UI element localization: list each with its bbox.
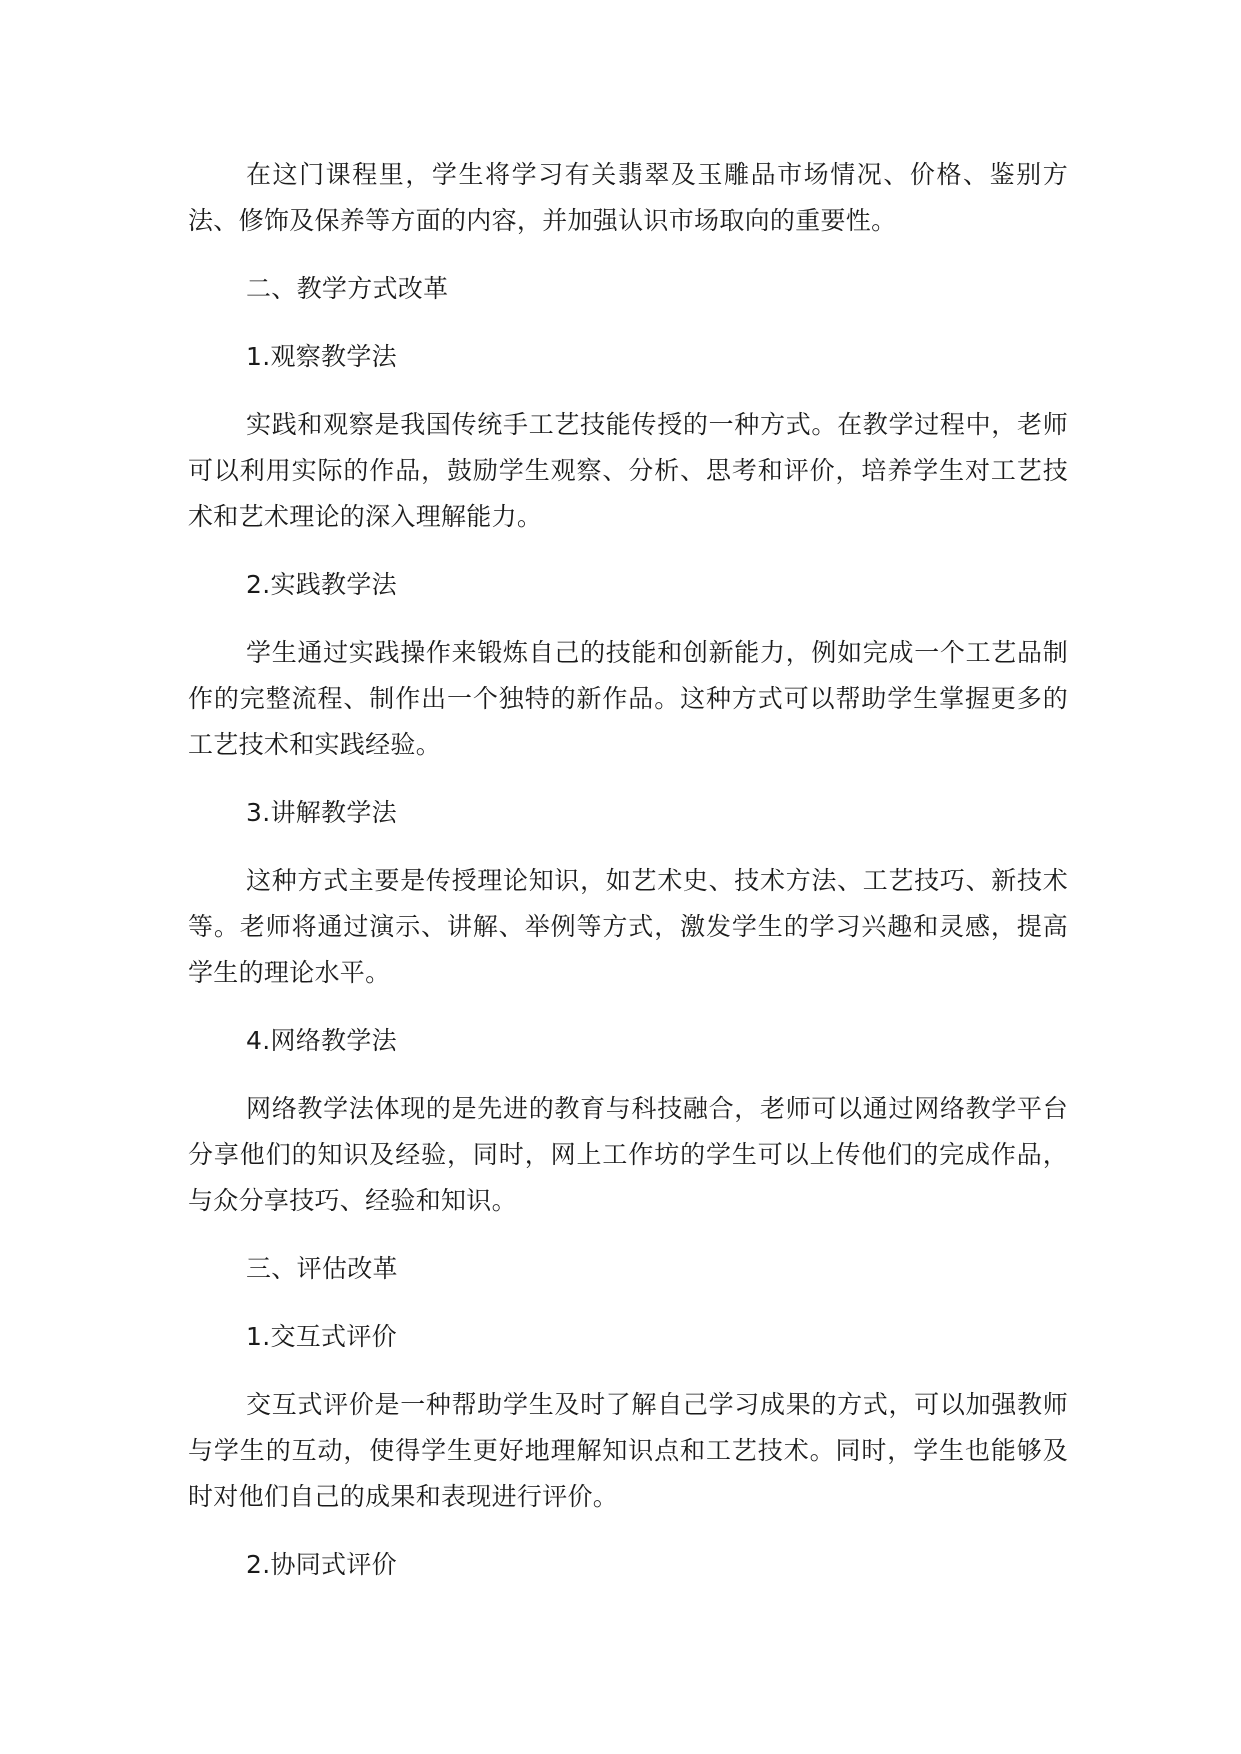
subheading-lecture-method: 3.讲解教学法: [246, 798, 397, 827]
paragraph-online-method: 网络教学法体现的是先进的教育与科技融合，老师可以通过网络教学平台分享他们的知识及经验，同时，网上工作坊的学生可以上传他们的完成作品，与众分享技巧、经验和知识。: [188, 1094, 1068, 1215]
paragraph-practice-method: 学生通过实践操作来锻炼自己的技能和创新能力，例如完成一个工艺品制作的完整流程、制作出一个独特的新作品。这种方式可以帮助学生掌握更多的工艺技术和实践经验。: [188, 638, 1068, 759]
paragraph-observation-method: 实践和观察是我国传统手工艺技能传授的一种方式。在教学过程中，老师可以利用实际的作品，鼓励学生观察、分析、思考和评价，培养学生对工艺技术和艺术理论的深入理解能力。: [188, 410, 1068, 531]
subheading-observation-method: 1.观察教学法: [246, 342, 397, 371]
paragraph-interactive-evaluation: 交互式评价是一种帮助学生及时了解自己学习成果的方式，可以加强教师与学生的互动，使得学生更好地理解知识点和工艺技术。同时，学生也能够及时对他们自己的成果和表现进行评价。: [188, 1390, 1068, 1511]
section-heading-assessment-reform: 三、评估改革: [246, 1254, 398, 1283]
subheading-interactive-evaluation: 1.交互式评价: [246, 1322, 397, 1351]
subheading-practice-method: 2.实践教学法: [246, 570, 397, 599]
subheading-collaborative-evaluation: 2.协同式评价: [246, 1550, 397, 1579]
paragraph-lecture-method: 这种方式主要是传授理论知识，如艺术史、技术方法、工艺技巧、新技术等。老师将通过演示、讲解、举例等方式，激发学生的学习兴趣和灵感，提高学生的理论水平。: [188, 866, 1068, 987]
paragraph-course-content: 在这门课程里，学生将学习有关翡翠及玉雕品市场情况、价格、鉴别方法、修饰及保养等方面的内容，并加强认识市场取向的重要性。: [188, 160, 1068, 235]
section-heading-teaching-reform: 二、教学方式改革: [246, 274, 449, 303]
document-body: [188, 152, 1068, 1610]
subheading-online-method: 4.网络教学法: [246, 1026, 397, 1055]
